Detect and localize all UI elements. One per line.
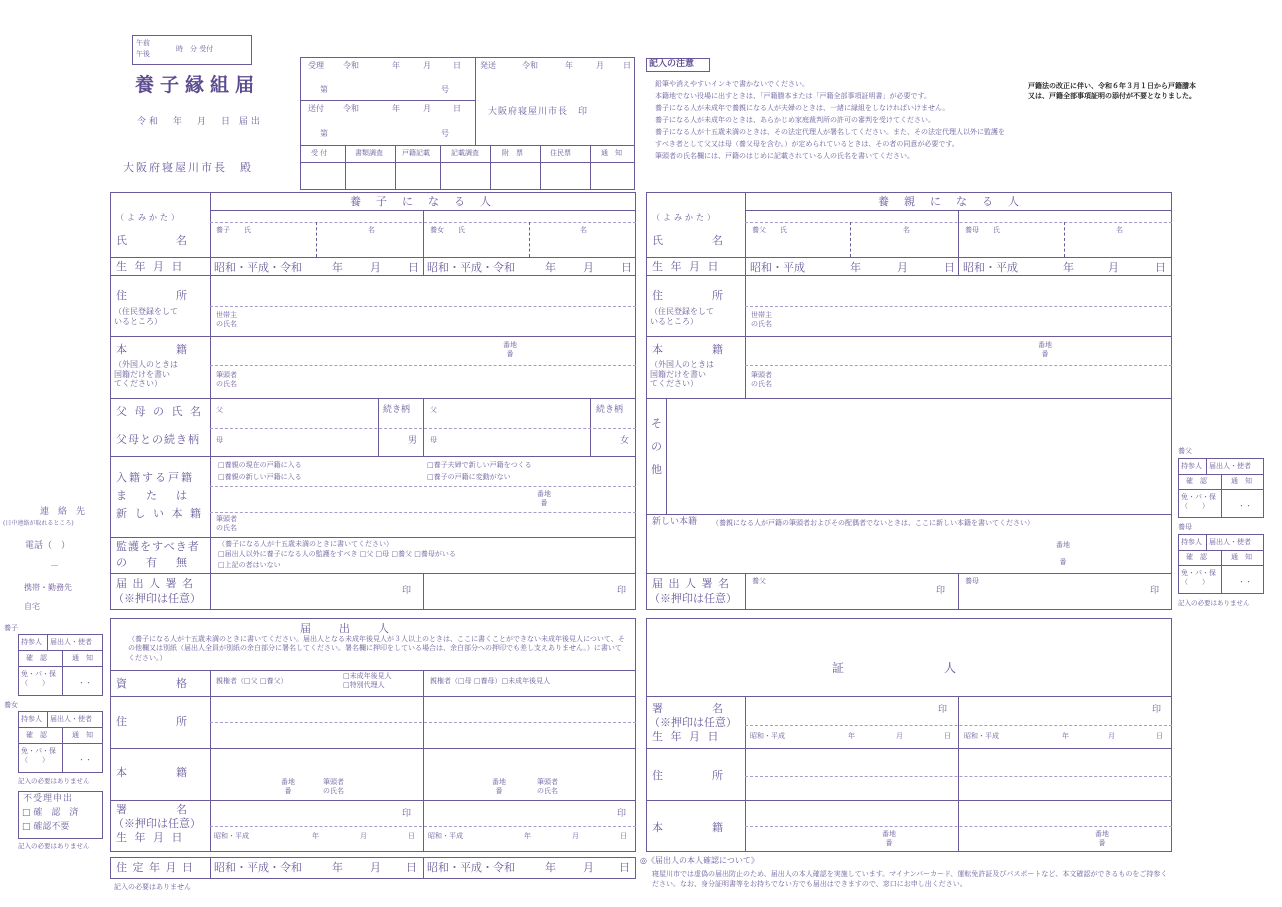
identity-note-body: 寝屋川市では虚偽の届出防止のため、届出人の本人確認を実施しています。マイナンバーカード、運転免許証及びパスポートなど、本文確認ができるものをご持参ください。なお、身分証明書等をお持ちでない方でも届出はできますので、窓口にお申し出ください。 [652, 870, 1168, 889]
note-line-7: 筆頭者の氏名欄には、戸籍のはじめに記載されている人の氏名を書いてください。 [655, 152, 914, 160]
adoptee-header: 養 子 に な る 人 [350, 195, 493, 208]
notifier-head-1: 筆頭者 の氏名 [323, 778, 344, 796]
id-son-agent: 届出人・使者 [50, 638, 92, 646]
registry-opt-2[interactable]: □養親の新しい戸籍に入る [218, 473, 302, 481]
adopter-sig-mother: 養母 [965, 577, 979, 585]
residence-era-1: 昭和・平成・令和 [214, 861, 302, 874]
adoptee-mother: 母 [216, 436, 223, 444]
residence-year-2: 年 [545, 861, 556, 874]
adoptee-birthdate-label: 生 年 月 日 [116, 260, 185, 273]
adopter-seal-2: 印 [1150, 586, 1160, 596]
id-son-dots: ・・ [78, 679, 92, 687]
office-day-3: 日 [453, 104, 461, 113]
adoptee-yomikata: （よみかた） [116, 213, 182, 222]
adopter-era-father: 昭和・平成 [750, 261, 805, 274]
adopter-other-label: そ の 他 [651, 417, 662, 477]
witness-banchi-1: 番地 番 [882, 830, 896, 848]
office-no-1: 第 [320, 85, 328, 94]
id-mother-dots: ・・ [1238, 578, 1252, 586]
id-son-confirm: 確 認 [26, 654, 47, 662]
adoptee-name-label: 氏 名 [116, 234, 191, 247]
guardian-label-1: 監護をすべき者 [116, 540, 200, 553]
id-mother-confirm: 確 認 [1186, 553, 1207, 561]
office-col-attach: 附 票 [502, 149, 523, 157]
notifier-month-1: 月 [360, 832, 367, 840]
witness-domicile-label: 本 籍 [652, 821, 727, 834]
notifier-note: （養子になる人が十五歳未満のときに書いてください。届出人となる未成年後見人が３人以上のときは、ここに書くことができない未成年後見人について、その他欄又は別紙（届出人全員が別紙の余白部分に署名してください。署名欄に押印をしている場合は、余白部分への押印でも差し支えありません。）に書いてください。） [128, 635, 625, 662]
adoptee-son-given: 名 [368, 226, 375, 234]
id-father-license: 免・パ・保 （ ） [1181, 493, 1216, 511]
office-reiwa-2: 令和 [522, 61, 538, 70]
adopter-name-label: 氏 名 [652, 234, 727, 247]
note-line-2: 本籍地でない役場に出すときは、「戸籍謄本または「戸籍全部事項証明書」が必要です。 [655, 92, 931, 100]
registry-opt-4[interactable]: □養子の戸籍に変動がない [427, 473, 511, 481]
adopter-domicile-label: 本 籍 [652, 343, 727, 356]
adoptee-day-son: 日 [408, 261, 419, 274]
id-father-dots: ・・ [1238, 502, 1252, 510]
adopter-mother-surname: 養母 氏 [965, 226, 1000, 234]
witness-seal-2: 印 [1152, 705, 1162, 715]
adoptee-era-son: 昭和・平成・令和 [214, 261, 302, 274]
form-title: 養子縁組届 [135, 74, 261, 96]
id-son-license: 免・パ・保 （ ） [21, 670, 56, 688]
office-go-2: 号 [441, 129, 449, 138]
adopter-banchi: 番地 番 [1038, 341, 1052, 359]
office-col-resident: 住民票 [550, 149, 571, 157]
id-father-agent: 届出人・使者 [1209, 462, 1251, 470]
office-month-1: 月 [423, 61, 431, 70]
rejection-no-entry: 記入の必要はありません [18, 842, 90, 850]
note-line-5: 養子になる人が十五歳未満のときは、その法定代理人が署名してください。また、その法定代理人以外に監護を [655, 128, 1005, 136]
witness-month-2: 月 [1108, 732, 1115, 740]
notes-heading: 記入の注意 [649, 59, 695, 69]
residence-day-1: 日 [406, 861, 417, 874]
adopter-head-of-register: 筆頭者 の氏名 [751, 371, 772, 389]
witness-era-1: 昭和・平成 [750, 732, 785, 740]
adopter-address-label: 住 所 [652, 289, 727, 302]
id-mother-license: 免・パ・保 （ ） [1181, 569, 1216, 587]
office-go-1: 号 [441, 85, 449, 94]
id-adopter-mother-label: 養母 [1178, 523, 1192, 531]
office-forwarded: 送付 [308, 104, 324, 113]
office-reiwa-3: 令和 [343, 104, 359, 113]
residence-date-label: 住 定 年 月 日 [116, 861, 194, 874]
id-son-attendee: 持参人 [21, 638, 42, 646]
id-mother-agent: 届出人・使者 [1209, 538, 1251, 546]
witness-signature-label: 署 名 [652, 702, 727, 715]
adopter-day-mother: 日 [1155, 261, 1166, 274]
adoptee-female: 女 [620, 436, 630, 446]
office-col-documents: 書類調査 [355, 149, 383, 157]
note-line-1: 鉛筆や消えやすいインキで書かないでください。 [655, 80, 809, 88]
office-received: 受理 [308, 61, 324, 70]
adopter-signature-label: 届 出 人 署 名 [652, 577, 730, 590]
notifier-banchi-2: 番地 番 [492, 778, 506, 796]
notifier-year-1: 年 [312, 832, 319, 840]
residence-era-2: 昭和・平成・令和 [427, 861, 515, 874]
adoptee-year-son: 年 [332, 261, 343, 274]
office-reiwa-1: 令和 [343, 61, 359, 70]
note-line-6: すべき者として父又は母（養父母を含む。）が定められているときは、その者の同意が必要です。 [655, 140, 959, 148]
adoptee-address-sub: （住民登録をして いるところ） [114, 307, 178, 327]
notifier-status-3[interactable]: 親権者（□母 □養母）□未成年後見人 [430, 677, 551, 685]
adoptee-day-daughter: 日 [621, 261, 632, 274]
notifier-address-label: 住 所 [116, 715, 191, 728]
adoptee-month-daughter: 月 [583, 261, 594, 274]
id-father-attendee: 持参人 [1181, 462, 1202, 470]
guardian-text-1: （養子になる人が十五歳未満のときに書いてください） [218, 540, 393, 548]
id-daughter-dots: ・・ [78, 756, 92, 764]
guardian-text-2[interactable]: □届出人以外に養子になる人の監護をすべき □父 □母 □養父 □養母がいる [218, 550, 456, 558]
residence-day-2: 日 [619, 861, 630, 874]
registry-label-2: ま た は [116, 489, 191, 502]
rejection-title: 不受理申出 [23, 794, 74, 804]
registry-head: 筆頭者 の氏名 [216, 515, 237, 533]
filing-date: 令和 年 月 日 届出 [137, 117, 263, 127]
notifier-status-1[interactable]: 親権者（□父 □養父） [216, 677, 288, 685]
adoptee-male: 男 [408, 436, 418, 446]
office-col-notice: 通 知 [601, 149, 622, 157]
adoptee-year-daughter: 年 [545, 261, 556, 274]
office-col-audit: 記載調査 [451, 149, 479, 157]
adopter-table [646, 192, 1172, 610]
adopter-domicile-sub: （外国人のときは 国籍だけを書い てください） [650, 360, 714, 389]
registry-banchi: 番地 番 [537, 490, 551, 508]
adopter-seal-1: 印 [936, 586, 946, 596]
id-father-notify: 通 知 [1231, 477, 1252, 485]
adopter-header: 養 親 に な る 人 [878, 195, 1021, 208]
notifier-day-2: 日 [620, 832, 627, 840]
residence-month-2: 月 [583, 861, 594, 874]
id-son-notify: 通 知 [72, 654, 93, 662]
witness-address-label: 住 所 [652, 769, 727, 782]
notifier-status-label: 資 格 [116, 677, 191, 690]
adopter-father-surname: 養父 氏 [752, 226, 787, 234]
identity-note-title: ◎《届出人の本人確認について》 [640, 856, 759, 865]
office-month-2: 月 [596, 61, 604, 70]
id-adoptee-son-label: 養子 [4, 624, 18, 632]
witness-seal-1: 印 [938, 705, 948, 715]
residence-year-1: 年 [332, 861, 343, 874]
contact-phone: 電話（ ） [25, 541, 71, 551]
id-mother-notify: 通 知 [1231, 553, 1252, 561]
office-month-3: 月 [423, 104, 431, 113]
notifier-header: 届 出 人 [300, 622, 391, 635]
witness-year-1: 年 [848, 732, 855, 740]
adoptee-daughter-given: 名 [580, 226, 587, 234]
adoptee-signature-label: 届 出 人 署 名 [116, 577, 194, 590]
office-year-1: 年 [392, 61, 400, 70]
adopter-day-father: 日 [944, 261, 955, 274]
contact-mobile: 携帯・勤務先 [24, 583, 72, 592]
bold-notice-2: 又は、戸籍全部事項証明の添付が不要となりました。 [1028, 91, 1196, 100]
office-year-2: 年 [565, 61, 573, 70]
adoptee-signature-sub: （※押印は任意） [113, 592, 201, 605]
bold-notice-1: 戸籍法の改正に伴い、令和６年３月１日から戸籍謄本 [1028, 81, 1196, 90]
office-col-reception: 受 付 [311, 149, 328, 157]
addressee: 大阪府寝屋川市長 殿 [123, 161, 253, 174]
adopter-householder: 世帯主 の氏名 [751, 311, 772, 329]
notifier-signature-label: 署 名 [116, 803, 191, 816]
adopter-year-father: 年 [850, 261, 861, 274]
office-mayor: 大阪府寝屋川市長 印 [488, 107, 589, 117]
witness-era-2: 昭和・平成 [964, 732, 999, 740]
adoptee-householder: 世帯主 の氏名 [216, 311, 237, 329]
office-year-3: 年 [392, 104, 400, 113]
adoptee-relation-label: 父母との続き柄 [116, 433, 200, 446]
notifier-domicile-label: 本 籍 [116, 766, 191, 779]
adoptee-address-label: 住 所 [116, 289, 191, 302]
adoptee-head-of-register: 筆頭者 の氏名 [216, 371, 237, 389]
adopter-banchi-2: 番地 番 [1056, 541, 1070, 566]
id-daughter-confirm: 確 認 [26, 731, 47, 739]
office-no-2: 第 [320, 129, 328, 138]
notifier-signature-sub: （※押印は任意） [113, 817, 201, 830]
adopter-birthdate-label: 生 年 月 日 [652, 260, 721, 273]
contact-dash: － [50, 562, 60, 572]
registry-label-1: 入籍する戸籍 [116, 471, 194, 484]
notifier-day-1: 日 [408, 832, 415, 840]
adoptee-father: 父 [216, 406, 223, 414]
registry-opt-3[interactable]: □養子夫婦で新しい戸籍をつくる [427, 461, 532, 469]
notifier-banchi-1: 番地 番 [281, 778, 295, 796]
stamp-time: 時 分 受付 [176, 45, 214, 53]
id-daughter-attendee: 持参人 [21, 715, 42, 723]
adopter-sig-father: 養父 [752, 577, 766, 585]
witness-header: 証 人 [832, 661, 961, 675]
id-father-confirm: 確 認 [1186, 477, 1207, 485]
adopter-signature-sub: （※押印は任意） [649, 592, 737, 605]
contact-sub: (日中連絡が取れるところ) [3, 520, 74, 527]
notifier-birth-label: 生 年 月 日 [116, 831, 185, 844]
adoptee-banchi: 番地 番 [503, 341, 517, 359]
notifier-era-1: 昭和・平成 [214, 832, 249, 840]
residence-month-1: 月 [370, 861, 381, 874]
rejection-unneeded[interactable]: □ 確認不要 [22, 822, 70, 832]
adoptee-relation-2: 続き柄 [596, 405, 624, 415]
adopter-address-sub: （住民登録をして いるところ） [650, 307, 714, 327]
adopter-father-given: 名 [903, 226, 910, 234]
adoptee-son-surname: 養子 氏 [216, 226, 251, 234]
stamp-ampm: 午前 午後 [136, 39, 150, 58]
witness-banchi-2: 番地 番 [1095, 830, 1109, 848]
office-sent: 発送 [480, 61, 496, 70]
witness-birth-label: 生 年 月 日 [652, 730, 721, 743]
adoptee-mother-2: 母 [430, 436, 437, 444]
residence-no-entry: 記入の必要はありません [114, 883, 191, 891]
witness-month-1: 月 [896, 732, 903, 740]
office-col-registry: 戸籍記載 [402, 149, 430, 157]
guardian-text-3[interactable]: □上記の者はいない [218, 561, 281, 569]
notifier-era-2: 昭和・平成 [428, 832, 463, 840]
id-daughter-license: 免・パ・保 （ ） [21, 747, 56, 765]
office-day-1: 日 [453, 61, 461, 70]
contact-home: 自宅 [24, 602, 40, 611]
adopter-era-mother: 昭和・平成 [963, 261, 1018, 274]
adopter-new-domicile-note: （養親になる人が戸籍の筆頭者およびその配偶者でないときは、ここに新しい本籍を書いてください） [712, 519, 1034, 527]
note-line-4: 養子になる人が未成年のときは、あらかじめ家庭裁判所の許可の審判を受けてください。 [655, 116, 935, 124]
contact-label: 連 絡 先 [40, 507, 86, 517]
note-line-3: 養子になる人が未成年で養親になる人が夫婦のときは、一緒に縁組をしなければいけません。 [655, 104, 950, 112]
adoptee-seal-1: 印 [402, 586, 412, 596]
rejection-checked[interactable]: □ 確 認 済 [22, 808, 79, 818]
id-daughter-agent: 届出人・使者 [50, 715, 92, 723]
notifier-month-2: 月 [572, 832, 579, 840]
id-mother-attendee: 持参人 [1181, 538, 1202, 546]
notifier-head-2: 筆頭者 の氏名 [537, 778, 558, 796]
notifier-seal-2: 印 [617, 809, 627, 819]
notifier-seal-1: 印 [402, 809, 412, 819]
notifier-status-2[interactable]: □未成年後見人 □特別代理人 [343, 672, 392, 690]
witness-day-1: 日 [944, 732, 951, 740]
office-day-2: 日 [623, 61, 631, 70]
witness-year-2: 年 [1062, 732, 1069, 740]
adoptee-seal-2: 印 [617, 586, 627, 596]
adoptee-parents-label: 父 母 の 氏 名 [116, 405, 203, 418]
adoptee-father-2: 父 [430, 406, 437, 414]
adopter-month-mother: 月 [1108, 261, 1119, 274]
adopter-year-mother: 年 [1063, 261, 1074, 274]
id-daughter-notify: 通 知 [72, 731, 93, 739]
id-left-no-entry: 記入の必要はありません [18, 777, 90, 785]
adoptee-era-daughter: 昭和・平成・令和 [427, 261, 515, 274]
adoptee-daughter-surname: 養女 氏 [430, 226, 465, 234]
id-adopter-father-label: 養父 [1178, 447, 1192, 455]
id-adoptee-daughter-label: 養女 [4, 701, 18, 709]
guardian-label-2: の 有 無 [116, 556, 191, 569]
adopter-new-domicile-label: 新しい本籍 [652, 517, 698, 527]
witness-table [646, 618, 1172, 852]
adoptee-relation-1: 続き柄 [383, 405, 411, 415]
witness-signature-sub: （※押印は任意） [649, 716, 737, 729]
adoptee-month-son: 月 [370, 261, 381, 274]
adoptee-domicile-label: 本 籍 [116, 343, 191, 356]
registry-label-3: 新 し い 本 籍 [116, 507, 203, 520]
office-use-table [300, 57, 635, 190]
adopter-yomikata: （よみかた） [652, 213, 718, 222]
registry-opt-1[interactable]: □養親の現在の戸籍に入る [218, 461, 302, 469]
adopter-month-father: 月 [897, 261, 908, 274]
id-right-no-entry: 記入の必要はありません [1178, 599, 1250, 607]
notifier-year-2: 年 [524, 832, 531, 840]
adopter-mother-given: 名 [1116, 226, 1123, 234]
witness-day-2: 日 [1156, 732, 1163, 740]
adoptee-domicile-sub: （外国人のときは 国籍だけを書い てください） [114, 360, 178, 389]
